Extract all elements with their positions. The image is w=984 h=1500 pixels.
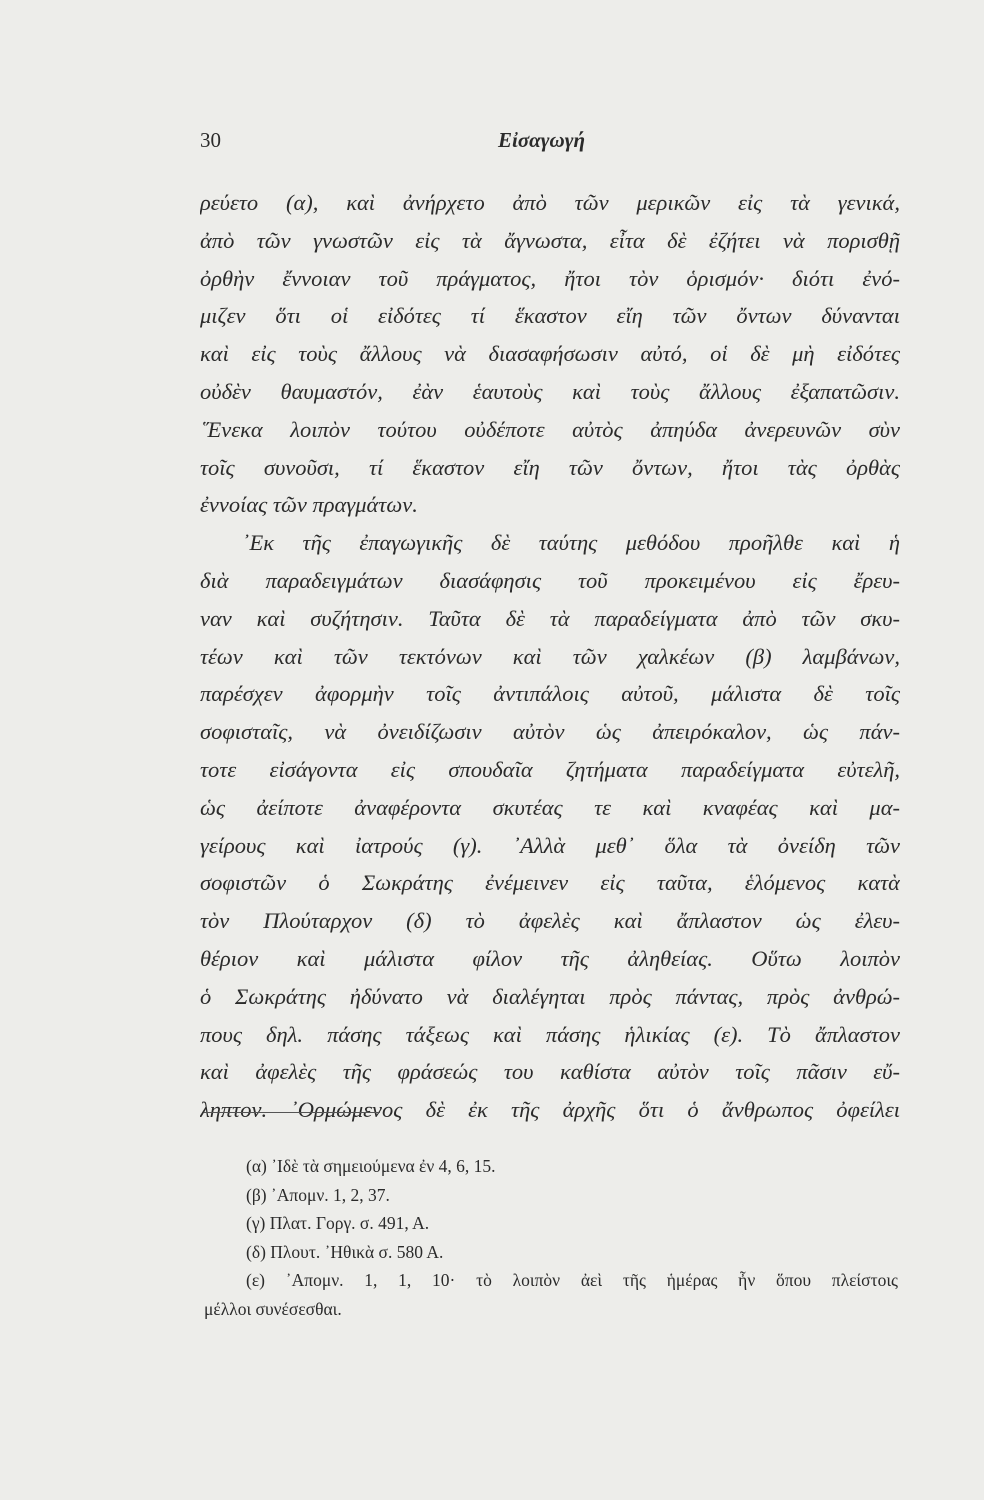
text-line: ὀρθὴν ἔννοιαν τοῦ πράγματος, ἤτοι τὸν ὁρισμόν· διότι ἐνό- <box>200 265 900 291</box>
footnotes <box>204 1152 898 1323</box>
text-line: διὰ παραδειγμάτων διασάφησις τοῦ προκειμένου εἰς ἔρευ- <box>200 567 900 593</box>
chapter-title: Εἰσαγωγή <box>498 128 585 152</box>
text-line: ρεύετο (α), καὶ ἀνήρχετο ἀπὸ τῶν μερικῶν εἰς τὰ γενικά, <box>200 190 900 215</box>
text-line: ᾿Εκ τῆς ἐπαγωγικῆς δὲ ταύτης μεθόδου προῆλθε καὶ ἡ <box>242 530 900 556</box>
text-line: τὸν Πλούταρχον (δ) τὸ ἀφελὲς καὶ ἄπλαστον ὡς ἐλευ- <box>200 908 900 934</box>
text-line: ὡς ἀείποτε ἀναφέροντα σκυτέας τε καὶ κναφέας καὶ μα- <box>200 794 900 820</box>
footnote-a: (α) ᾿Ιδὲ τὰ σημειούμενα ἐν 4, 6, 15. <box>246 1156 496 1176</box>
text-line: σοφισταῖς, νὰ ὀνειδίζωσιν αὐτὸν ὡς ἀπειρόκαλον, ὡς πάν- <box>200 719 900 745</box>
text-line: καὶ ἀφελὲς τῆς φράσεώς του καθίστα αὐτὸν τοῖς πᾶσιν εὔ- <box>200 1059 900 1085</box>
text-line: ῞Ενεκα λοιπὸν τούτου οὐδέποτε αὐτὸς ἀπηύδα ἀνερευνῶν σὺν <box>200 416 900 442</box>
footnote-e-continued: μέλλοι συνέσεσθαι. <box>204 1298 342 1319</box>
text-line: γείρους καὶ ἰατρούς (γ). ᾿Αλλὰ μεθ᾿ ὅλα τὰ ὀνείδη τῶν <box>200 832 900 858</box>
text-line: ἀπὸ τῶν γνωστῶν εἰς τὰ ἄγνωστα, εἶτα δὲ ἐζήτει νὰ πορισθῇ <box>200 227 900 253</box>
text-line: θέριον καὶ μάλιστα φίλον τῆς ἀληθείας. Οὕτω λοιπὸν <box>200 945 900 971</box>
text-line: ἐννοίας τῶν πραγμάτων. <box>200 492 418 518</box>
footnote-c: (γ) Πλατ. Γοργ. σ. 491, Α. <box>246 1213 430 1233</box>
text-line: ναν καὶ συζήτησιν. Ταῦτα δὲ τὰ παραδείγματα ἀπὸ τῶν σκυ- <box>200 605 900 631</box>
text-line: τοτε εἰσάγοντα εἰς σπουδαῖα ζητήματα παραδείγματα εὐτελῆ, <box>200 756 900 782</box>
text-line: ληπτον. ᾿Ορμώμενος δὲ ἐκ τῆς ἀρχῆς ὅτι ὁ ἄνθρωπος ὀφείλει <box>200 1097 900 1123</box>
text-line: μιζεν ὅτι οἱ εἰδότες τί ἕκαστον εἴη τῶν ὄντων δύνανται <box>200 303 900 329</box>
page-number: 30 <box>200 128 221 152</box>
footnote-d: (δ) Πλουτ. ᾿Ηθικὰ σ. 580 Α. <box>246 1241 444 1262</box>
text-line: οὐδὲν θαυμαστόν, ἐὰν ἑαυτοὺς καὶ τοὺς ἄλλους ἐξαπατῶσιν. <box>200 378 900 404</box>
footnote-e: (ε) ᾿Απομν. 1, 1, 10· τὸ λοιπὸν ἀεὶ τῆς ἡμέρας ἦν ὅπου πλείστοις <box>246 1270 898 1290</box>
text-line: παρέσχεν ἀφορμὴν τοῖς ἀντιπάλοις αὐτοῦ, μάλιστα δὲ τοῖς <box>200 681 900 707</box>
text-line: τέων καὶ τῶν τεκτόνων καὶ τῶν χαλκέων (β) λαμβάνων, <box>200 643 900 669</box>
text-line: σοφιστῶν ὁ Σωκράτης ἐνέμεινεν εἰς ταῦτα, ἑλόμενος κατὰ <box>200 870 900 896</box>
footnote-divider <box>204 1112 380 1113</box>
running-head <box>200 128 900 164</box>
text-line: ὁ Σωκράτης ἠδύνατο νὰ διαλέγηται πρὸς πάντας, πρὸς ἀνθρώ- <box>200 983 900 1009</box>
text-line: τοῖς συνοῦσι, τί ἕκαστον εἴη τῶν ὄντων, ἤτοι τὰς ὀρθὰς <box>200 454 900 480</box>
text-line: καὶ εἰς τοὺς ἄλλους νὰ διασαφήσωσιν αὐτό, οἱ δὲ μὴ εἰδότες <box>200 341 900 367</box>
body-text <box>200 184 900 1129</box>
footnote-b: (β) ᾿Απομν. 1, 2, 37. <box>246 1184 390 1205</box>
text-line: πους δηλ. πάσης τάξεως καὶ πάσης ἡλικίας (ε). Τὸ ἄπλαστον <box>200 1021 900 1047</box>
